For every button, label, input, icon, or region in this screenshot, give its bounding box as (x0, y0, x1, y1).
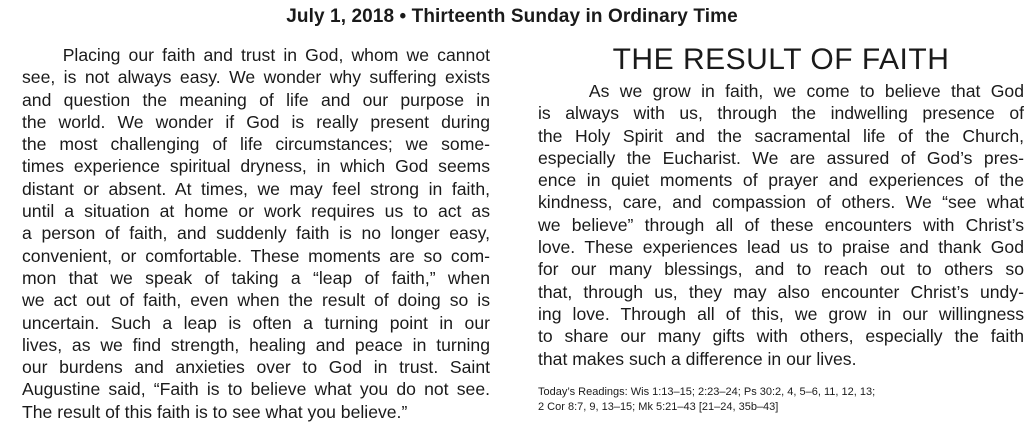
readings-line: 2 Cor 8:7, 9, 13–15; Mk 5:21–43 [21–24, 35b–43] (538, 400, 779, 413)
left-column-text (22, 44, 490, 423)
text-line: times experience spiritual dryness, in which God seems (22, 156, 490, 177)
text-line: is always with us, through the indwelling presence of (538, 103, 1024, 124)
text-line: kindness, care, and compassion of others. We “see what (538, 192, 1024, 213)
text-line: As we grow in faith, we come to believe that God (538, 81, 1024, 101)
text-line: Augustine said, “Faith is to believe what you do not see. (22, 379, 490, 400)
article-title: THE RESULT OF FAITH (612, 43, 950, 76)
text-line: The result of this faith is to see what you believe.” (22, 401, 408, 422)
text-line: we act out of faith, even when the result of doing so is (22, 290, 490, 311)
readings-line: Today’s Readings: Wis 1:13–15; 2:23–24; Ps 30:2, 4, 5–6, 11, 12, 13; (538, 385, 876, 398)
text-line: the world. We wonder if God is really present during (22, 111, 490, 132)
text-line: to share our many gifts with others, especially the faith (538, 326, 1024, 347)
text-line: the Holy Spirit and the sacramental life of the Church, (538, 125, 1024, 146)
text-line: the most challenging of life circumstances; we some- (22, 134, 490, 155)
text-line: we believe” through all of these encounters with Christ’s (538, 214, 1024, 235)
text-line: distant or absent. At times, we may feel strong in faith, (22, 178, 490, 199)
todays-readings (538, 385, 1024, 415)
text-line: ence in quiet moments of prayer and experiences of the (538, 170, 1024, 191)
text-line: and question the meaning of life and our purpose in (22, 89, 490, 110)
text-line: love. These experiences lead us to praise and thank God (538, 237, 1024, 258)
text-line: until a situation at home or work requires us to act as (22, 201, 490, 222)
text-line: that, through us, they may also encounter Christ’s undy- (538, 281, 1024, 302)
text-line: that makes such a difference in our lives. (538, 348, 857, 369)
text-line: Placing our faith and trust in God, whom we cannot (22, 45, 490, 65)
text-line: lives, as we find strength, healing and peace in turning (22, 334, 490, 355)
text-line: see, is not always easy. We wonder why suffering exists (22, 67, 490, 88)
text-line: especially the Eucharist. We are assured of God’s pres- (538, 147, 1024, 168)
text-line: a person of faith, and suddenly faith is no longer easy, (22, 223, 490, 244)
page-header: July 1, 2018 • Thirteenth Sunday in Ordinary Time (286, 6, 738, 27)
text-line: mon that we speak of taking a “leap of faith,” when (22, 267, 490, 288)
text-line: convenient, or comfortable. These moments are so com- (22, 245, 490, 266)
text-line: ing love. Through all of this, we grow in our willingness (538, 303, 1024, 324)
text-line: uncertain. Such a leap is often a turning point in our (22, 312, 490, 333)
right-column (538, 44, 1024, 415)
text-line: for our many blessings, and to reach out to others so (538, 259, 1024, 280)
text-line: our burdens and anxieties over to God in trust. Saint (22, 357, 490, 378)
